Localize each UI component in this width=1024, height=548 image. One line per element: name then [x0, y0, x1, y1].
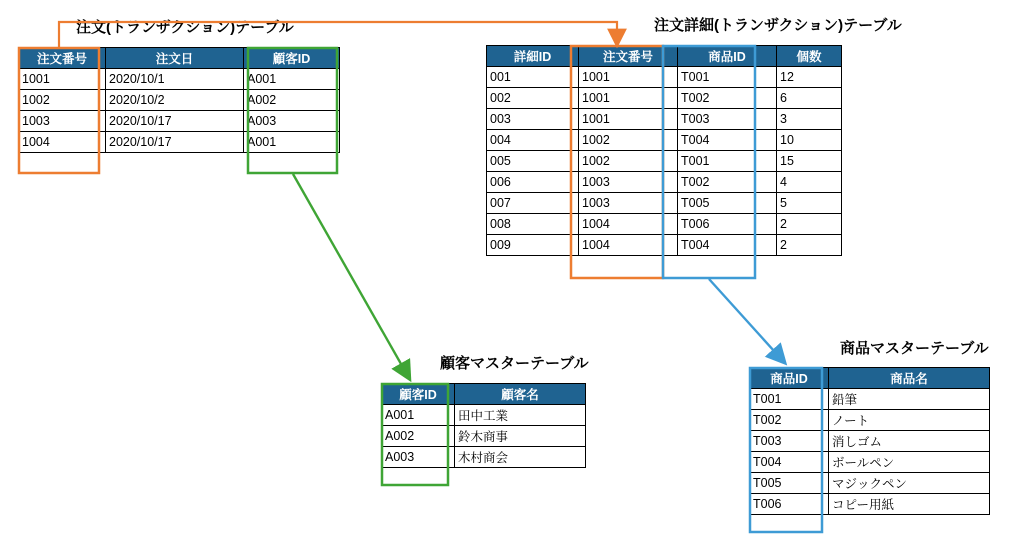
cell-detail-id: 008 [487, 214, 579, 235]
table-row [487, 235, 842, 256]
column-header: 顧客名 [455, 384, 586, 405]
arrow-order-to-customer [293, 174, 409, 378]
column-header: 顧客ID [382, 384, 455, 405]
cell-order-id: 1004 [579, 235, 678, 256]
cell-detail-id: 002 [487, 88, 579, 109]
table-row [382, 405, 586, 426]
table-row [750, 494, 990, 515]
cell-product-name: 消しゴム [829, 431, 990, 452]
cell-quantity: 5 [777, 193, 842, 214]
cell-detail-id: 001 [487, 67, 579, 88]
cell-product-id: T004 [678, 235, 777, 256]
cell-product-id: T002 [678, 172, 777, 193]
column-header: 個数 [777, 46, 842, 67]
caption-order-detail-table: 注文詳細(トランザクション)テーブル [654, 17, 902, 34]
cell-customer-id: A001 [382, 405, 455, 426]
cell-customer-name: 鈴木商事 [455, 426, 586, 447]
order-detail-table [486, 45, 842, 256]
cell-product-name: ボールペン [829, 452, 990, 473]
table-row [487, 130, 842, 151]
cell-quantity: 2 [777, 235, 842, 256]
cell-quantity: 4 [777, 172, 842, 193]
table-row [487, 193, 842, 214]
cell-order-id: 1002 [579, 130, 678, 151]
cell-customer-id: A002 [244, 90, 340, 111]
table-header-row [750, 368, 990, 389]
cell-quantity: 10 [777, 130, 842, 151]
cell-order-id: 1004 [19, 132, 106, 153]
cell-order-id: 1001 [579, 109, 678, 130]
cell-product-name: 鉛筆 [829, 389, 990, 410]
cell-product-name: コピー用紙 [829, 494, 990, 515]
cell-product-id: T002 [678, 88, 777, 109]
cell-customer-name: 田中工業 [455, 405, 586, 426]
table-row [382, 426, 586, 447]
cell-quantity: 3 [777, 109, 842, 130]
cell-detail-id: 004 [487, 130, 579, 151]
cell-product-id: T006 [678, 214, 777, 235]
cell-order-id: 1003 [579, 172, 678, 193]
cell-customer-id: A002 [382, 426, 455, 447]
cell-product-name: マジックペン [829, 473, 990, 494]
cell-order-date: 2020/10/1 [106, 69, 244, 90]
cell-product-id: T001 [678, 151, 777, 172]
table-row [750, 431, 990, 452]
cell-product-id: T004 [750, 452, 829, 473]
table-row [487, 88, 842, 109]
cell-order-id: 1001 [19, 69, 106, 90]
cell-order-id: 1002 [19, 90, 106, 111]
table-header-row [19, 48, 340, 69]
column-header: 注文番号 [579, 46, 678, 67]
column-header: 注文日 [106, 48, 244, 69]
cell-customer-id: A001 [244, 69, 340, 90]
product-master-table [749, 367, 990, 515]
cell-order-id: 1001 [579, 88, 678, 109]
table-row [750, 452, 990, 473]
column-header: 商品名 [829, 368, 990, 389]
column-header: 顧客ID [244, 48, 340, 69]
cell-product-id: T002 [750, 410, 829, 431]
table-row [382, 447, 586, 468]
caption-product-master-table: 商品マスターテーブル [840, 340, 989, 357]
cell-order-date: 2020/10/17 [106, 132, 244, 153]
cell-quantity: 6 [777, 88, 842, 109]
cell-detail-id: 009 [487, 235, 579, 256]
cell-detail-id: 006 [487, 172, 579, 193]
table-row [19, 69, 340, 90]
cell-product-id: T003 [678, 109, 777, 130]
customer-master-table [381, 383, 586, 468]
cell-product-id: T004 [678, 130, 777, 151]
cell-order-id: 1003 [19, 111, 106, 132]
column-header: 詳細ID [487, 46, 579, 67]
column-header: 商品ID [750, 368, 829, 389]
cell-product-id: T006 [750, 494, 829, 515]
cell-customer-id: A001 [244, 132, 340, 153]
cell-quantity: 15 [777, 151, 842, 172]
cell-product-id: T001 [678, 67, 777, 88]
table-row [487, 109, 842, 130]
cell-quantity: 12 [777, 67, 842, 88]
cell-quantity: 2 [777, 214, 842, 235]
caption-order-table: 注文(トランザクション)テーブル [76, 19, 294, 36]
caption-customer-master-table: 顧客マスターテーブル [440, 355, 589, 372]
cell-customer-id: A003 [244, 111, 340, 132]
cell-product-name: ノート [829, 410, 990, 431]
cell-order-id: 1004 [579, 214, 678, 235]
table-row [19, 132, 340, 153]
cell-product-id: T005 [750, 473, 829, 494]
table-row [19, 90, 340, 111]
cell-customer-name: 木村商会 [455, 447, 586, 468]
table-row [487, 214, 842, 235]
cell-detail-id: 007 [487, 193, 579, 214]
arrow-detail-to-product [709, 279, 784, 362]
cell-customer-id: A003 [382, 447, 455, 468]
table-row [487, 172, 842, 193]
column-header: 注文番号 [19, 48, 106, 69]
cell-order-date: 2020/10/17 [106, 111, 244, 132]
cell-product-id: T003 [750, 431, 829, 452]
cell-product-id: T005 [678, 193, 777, 214]
table-row [750, 410, 990, 431]
table-row [750, 473, 990, 494]
cell-order-id: 1003 [579, 193, 678, 214]
order-table [18, 47, 340, 153]
table-header-row [487, 46, 842, 67]
table-row [487, 67, 842, 88]
table-row [19, 111, 340, 132]
table-row [487, 151, 842, 172]
table-row [750, 389, 990, 410]
cell-order-id: 1001 [579, 67, 678, 88]
column-header: 商品ID [678, 46, 777, 67]
cell-order-date: 2020/10/2 [106, 90, 244, 111]
cell-detail-id: 003 [487, 109, 579, 130]
cell-order-id: 1002 [579, 151, 678, 172]
cell-detail-id: 005 [487, 151, 579, 172]
table-header-row [382, 384, 586, 405]
cell-product-id: T001 [750, 389, 829, 410]
